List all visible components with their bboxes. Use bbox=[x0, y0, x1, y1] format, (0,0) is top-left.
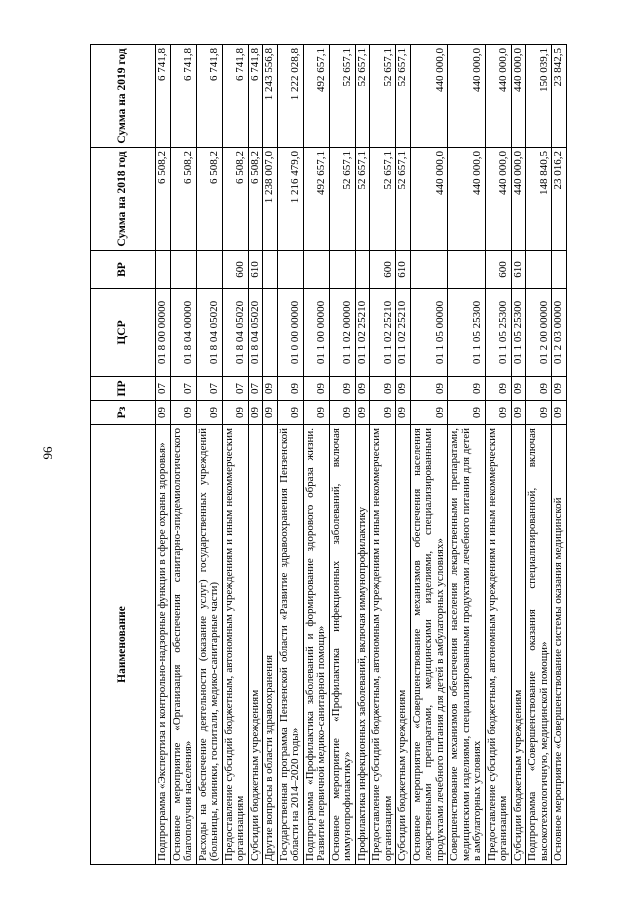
cell-pr: 09 bbox=[396, 377, 411, 401]
cell-vr: 600 bbox=[222, 251, 248, 289]
cell-name: Основное мероприятие «Совершенствование системы оказания медицинской bbox=[552, 425, 567, 865]
cell-sum-2019: 1 243 556,8 bbox=[263, 45, 278, 148]
page-number: 96 bbox=[40, 446, 55, 460]
cell-sum-2019: 440 000,0 bbox=[485, 45, 511, 148]
table-row bbox=[196, 45, 222, 865]
cell-pr: 09 bbox=[448, 377, 486, 401]
cell-sum-2018: 1 216 479,0 bbox=[277, 148, 303, 251]
cell-pr: 09 bbox=[485, 377, 511, 401]
cell-pr: 09 bbox=[511, 377, 526, 401]
cell-rz: 09 bbox=[410, 401, 448, 425]
cell-rz: 09 bbox=[552, 401, 567, 425]
cell-pr: 09 bbox=[355, 377, 370, 401]
table-body bbox=[156, 45, 567, 865]
table-row bbox=[248, 45, 263, 865]
cell-sum-2019: 52 657,1 bbox=[370, 45, 396, 148]
cell-vr: 610 bbox=[511, 251, 526, 289]
cell-pr: 09 bbox=[277, 377, 303, 401]
cell-rz: 09 bbox=[485, 401, 511, 425]
cell-csr: 01 8 04 05020 bbox=[222, 289, 248, 377]
cell-name: Субсидии бюджетным учреждениям bbox=[396, 425, 411, 865]
cell-vr bbox=[196, 251, 222, 289]
cell-pr: 07 bbox=[170, 377, 196, 401]
cell-name: Предоставление субсидий бюджетным, автономным учреждениям и иным некоммерческим организациям bbox=[222, 425, 248, 865]
header-sum-2019: Сумма на 2019 год bbox=[91, 45, 156, 148]
cell-csr: 01 0 00 00000 bbox=[277, 289, 303, 377]
cell-sum-2018: 440 000,0 bbox=[448, 148, 486, 251]
cell-rz: 09 bbox=[263, 401, 278, 425]
cell-sum-2018: 6 508,2 bbox=[196, 148, 222, 251]
cell-csr: 01 1 02 25210 bbox=[355, 289, 370, 377]
cell-pr: 09 bbox=[263, 377, 278, 401]
cell-name: Государственная программа Пензенской области «Развитие здравоохранения Пензенской области на 2014–2020 годы» bbox=[277, 425, 303, 865]
cell-rz: 09 bbox=[248, 401, 263, 425]
cell-sum-2019: 6 741,8 bbox=[248, 45, 263, 148]
cell-sum-2018: 6 508,2 bbox=[156, 148, 171, 251]
table-row bbox=[277, 45, 303, 865]
cell-pr: 07 bbox=[196, 377, 222, 401]
cell-sum-2018: 23 016,2 bbox=[552, 148, 567, 251]
cell-name: Предоставление субсидий бюджетным, автономным учреждениям и иным некоммерческим организациям bbox=[370, 425, 396, 865]
cell-sum-2019: 440 000,0 bbox=[410, 45, 448, 148]
cell-sum-2019: 23 842,5 bbox=[552, 45, 567, 148]
cell-sum-2018: 6 508,2 bbox=[222, 148, 248, 251]
cell-sum-2018: 52 657,1 bbox=[370, 148, 396, 251]
cell-csr: 01 8 00 00000 bbox=[156, 289, 171, 377]
cell-rz: 09 bbox=[196, 401, 222, 425]
cell-sum-2019: 440 000,0 bbox=[448, 45, 486, 148]
cell-name: Профилактика инфекционных заболеваний, включая иммунопрофилактику bbox=[355, 425, 370, 865]
cell-rz: 09 bbox=[303, 401, 329, 425]
cell-vr bbox=[277, 251, 303, 289]
cell-rz: 09 bbox=[396, 401, 411, 425]
cell-name: Основное мероприятие «Организация обеспечения санитарно-эпидемиологического благополучия населения» bbox=[170, 425, 196, 865]
cell-sum-2018: 1 238 007,0 bbox=[263, 148, 278, 251]
cell-csr: 01 8 04 05020 bbox=[248, 289, 263, 377]
cell-sum-2018: 6 508,2 bbox=[170, 148, 196, 251]
cell-rz: 09 bbox=[156, 401, 171, 425]
cell-csr: 01 1 00 00000 bbox=[303, 289, 329, 377]
cell-sum-2019: 1 222 028,8 bbox=[277, 45, 303, 148]
table-row bbox=[156, 45, 171, 865]
cell-pr: 09 bbox=[370, 377, 396, 401]
cell-rz: 09 bbox=[370, 401, 396, 425]
cell-sum-2018: 492 657,1 bbox=[303, 148, 329, 251]
cell-name: Подпрограмма «Экспертиза и контрольно-надзорные функции в сфере охраны здоровья» bbox=[156, 425, 171, 865]
cell-vr: 600 bbox=[370, 251, 396, 289]
cell-sum-2019: 6 741,8 bbox=[170, 45, 196, 148]
cell-sum-2018: 52 657,1 bbox=[355, 148, 370, 251]
cell-sum-2019: 440 000,0 bbox=[511, 45, 526, 148]
table-row bbox=[526, 45, 552, 865]
cell-name: Подпрограмма «Совершенствование оказания специализированной, включая высокотехнологичную, медицинской помощи» bbox=[526, 425, 552, 865]
cell-vr bbox=[355, 251, 370, 289]
cell-sum-2019: 6 741,8 bbox=[222, 45, 248, 148]
header-sum-2018: Сумма на 2018 год bbox=[91, 148, 156, 251]
table-row bbox=[485, 45, 511, 865]
cell-csr: 01 1 05 25300 bbox=[511, 289, 526, 377]
cell-vr: 610 bbox=[248, 251, 263, 289]
cell-name: Предоставление субсидий бюджетным, автономным учреждениям и иным некоммерческим организациям bbox=[485, 425, 511, 865]
cell-pr: 09 bbox=[410, 377, 448, 401]
cell-sum-2018: 52 657,1 bbox=[329, 148, 355, 251]
cell-csr: 01 2 03 00000 bbox=[552, 289, 567, 377]
cell-vr bbox=[303, 251, 329, 289]
cell-name: Субсидии бюджетным учреждениям bbox=[511, 425, 526, 865]
table-header-row bbox=[91, 45, 156, 865]
cell-name: Расходы на обеспечение деятельности (оказание услуг) государственных учреждений (больницы, клиники, госпитали, медико-санитарные части) bbox=[196, 425, 222, 865]
table-row bbox=[170, 45, 196, 865]
cell-sum-2018: 440 000,0 bbox=[410, 148, 448, 251]
cell-pr: 09 bbox=[303, 377, 329, 401]
cell-pr: 09 bbox=[329, 377, 355, 401]
header-rz: Рз bbox=[91, 401, 156, 425]
cell-rz: 09 bbox=[355, 401, 370, 425]
cell-pr: 09 bbox=[552, 377, 567, 401]
cell-csr: 01 1 05 25300 bbox=[485, 289, 511, 377]
cell-csr: 01 2 00 00000 bbox=[526, 289, 552, 377]
table-row bbox=[511, 45, 526, 865]
cell-sum-2018: 6 508,2 bbox=[248, 148, 263, 251]
cell-pr: 07 bbox=[156, 377, 171, 401]
cell-sum-2019: 52 657,1 bbox=[396, 45, 411, 148]
cell-vr bbox=[156, 251, 171, 289]
cell-sum-2019: 492 657,1 bbox=[303, 45, 329, 148]
table-row bbox=[370, 45, 396, 865]
cell-sum-2018: 52 657,1 bbox=[396, 148, 411, 251]
cell-sum-2019: 52 657,1 bbox=[329, 45, 355, 148]
table-row bbox=[303, 45, 329, 865]
table-row bbox=[552, 45, 567, 865]
cell-rz: 09 bbox=[277, 401, 303, 425]
cell-sum-2018: 440 000,0 bbox=[511, 148, 526, 251]
table-row bbox=[329, 45, 355, 865]
cell-sum-2018: 440 000,0 bbox=[485, 148, 511, 251]
cell-rz: 09 bbox=[170, 401, 196, 425]
budget-table-container bbox=[90, 45, 600, 865]
cell-vr bbox=[329, 251, 355, 289]
cell-vr: 610 bbox=[396, 251, 411, 289]
cell-vr bbox=[170, 251, 196, 289]
cell-sum-2019: 6 741,8 bbox=[156, 45, 171, 148]
cell-pr: 09 bbox=[526, 377, 552, 401]
table-row bbox=[222, 45, 248, 865]
table-row bbox=[410, 45, 448, 865]
cell-csr: 01 1 05 00000 bbox=[410, 289, 448, 377]
cell-sum-2018: 148 840,5 bbox=[526, 148, 552, 251]
header-name: Наименование bbox=[91, 425, 156, 865]
table-row bbox=[396, 45, 411, 865]
cell-csr: 01 8 04 05020 bbox=[196, 289, 222, 377]
header-vr: ВР bbox=[91, 251, 156, 289]
cell-name: Основное мероприятие «Совершенствование механизмов обеспечения населения лекарственными препаратами, медицинскими изделиями, специализированными продуктами лечебного питания для детей в амбулаторных условиях» bbox=[410, 425, 448, 865]
cell-name: Другие вопросы в области здравоохранения bbox=[263, 425, 278, 865]
header-pr: ПР bbox=[91, 377, 156, 401]
cell-sum-2019: 52 657,1 bbox=[355, 45, 370, 148]
header-csr: ЦСР bbox=[91, 289, 156, 377]
cell-vr bbox=[448, 251, 486, 289]
cell-csr: 01 1 02 25210 bbox=[370, 289, 396, 377]
cell-rz: 09 bbox=[526, 401, 552, 425]
cell-rz: 09 bbox=[222, 401, 248, 425]
cell-pr: 07 bbox=[222, 377, 248, 401]
cell-csr: 01 1 02 25210 bbox=[396, 289, 411, 377]
cell-name: Основное мероприятие «Профилактика инфекционных заболеваний, включая иммунопрофилактику» bbox=[329, 425, 355, 865]
cell-name: Подпрограмма «Профилактика заболеваний и формирование здорового образа жизни. Развитие первичной медико-санитарной помощи» bbox=[303, 425, 329, 865]
cell-vr bbox=[410, 251, 448, 289]
table-row bbox=[263, 45, 278, 865]
cell-rz: 09 bbox=[329, 401, 355, 425]
cell-vr bbox=[552, 251, 567, 289]
cell-name: Совершенствование механизмов обеспечения населения лекарственными препаратами, медицинскими изделиями, специализированными продуктами лечебного питания для детей в амбулаторных условиях bbox=[448, 425, 486, 865]
budget-table bbox=[90, 44, 567, 865]
rotated-table-frame bbox=[90, 45, 600, 865]
cell-vr bbox=[526, 251, 552, 289]
cell-pr: 07 bbox=[248, 377, 263, 401]
cell-csr: 01 1 02 00000 bbox=[329, 289, 355, 377]
cell-sum-2019: 6 741,8 bbox=[196, 45, 222, 148]
cell-csr: 01 8 04 00000 bbox=[170, 289, 196, 377]
cell-name: Субсидии бюджетным учреждениям bbox=[248, 425, 263, 865]
cell-csr: 01 1 05 25300 bbox=[448, 289, 486, 377]
cell-vr bbox=[263, 251, 278, 289]
cell-csr bbox=[263, 289, 278, 377]
cell-rz: 09 bbox=[448, 401, 486, 425]
table-row bbox=[355, 45, 370, 865]
table-row bbox=[448, 45, 486, 865]
cell-vr: 600 bbox=[485, 251, 511, 289]
cell-sum-2019: 150 039,1 bbox=[526, 45, 552, 148]
cell-rz: 09 bbox=[511, 401, 526, 425]
